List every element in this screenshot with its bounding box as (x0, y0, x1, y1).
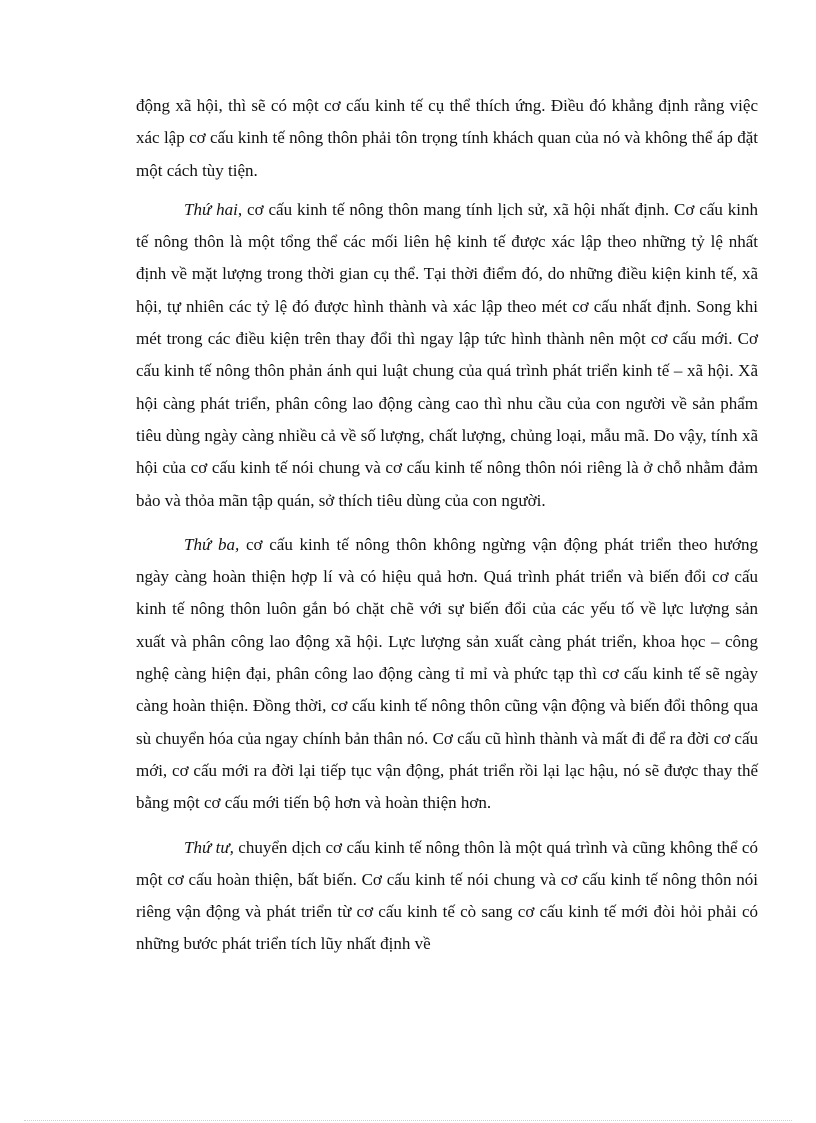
paragraph-lead-italic: Thứ ba, (184, 534, 240, 554)
page-bottom-rule (24, 1120, 792, 1121)
paragraph-continuation (136, 90, 758, 187)
paragraph-text: , cơ cấu kinh tế nông thôn mang tính lịch sử, xã hội nhất định. Cơ cấu kinh tế nông thôn là một tổng thể các mối liên hệ kinh tế được xác lập theo những tỷ lệ nhất định về mặt lượng trong thời gian cụ thể. Tại thời điểm đó, do những điều kiện kinh tế, xã hội, tự nhiên các tỷ lệ đó được hình thành và xác lập theo mét cơ cấu nhất định. Song khi mét trong các điều kiện trên thay đổi thì ngay lập tức hình thành nên một cơ cấu mới. Cơ cấu kinh tế nông thôn phản ánh qui luật chung của quá trình phát triển kinh tế – xã hội. Xã hội càng phát triển, phân công lao động càng cao thì nhu cầu của con người về sản phẩm tiêu dùng ngày càng nhiều cả về số lượng, chất lượng, chủng loại, mẫu mã. Do vậy, tính xã hội của cơ cấu kinh tế nói chung và cơ cấu kinh tế nông thôn nói riêng là ở chỗ nhằm đảm bảo và thỏa mãn tập quán, sở thích tiêu dùng của con người. (136, 199, 759, 510)
paragraph-text: động xã hội, thì sẽ có một cơ cấu kinh tế cụ thể thích ứng. Điều đó khẳng định rằng việc xác lập cơ cấu kinh tế nông thôn phải tôn trọng tính khách quan của nó và không thể áp đặt một cách tùy tiện. (136, 96, 758, 180)
paragraph-text: chuyển dịch cơ cấu kinh tế nông thôn là một quá trình và cũng không thể có một cơ cấu hoàn thiện, bất biến. Cơ cấu kinh tế nói chung và cơ cấu kinh tế nông thôn nói riêng vận động và phát triển từ cơ cấu kinh tế cò sang cơ cấu kinh tế mới đòi hỏi phải có những bước phát triển tích lũy nhất định về (136, 837, 758, 954)
paragraph-thu-hai (136, 194, 758, 517)
paragraph-thu-tu (136, 832, 758, 961)
paragraph-thu-ba (136, 529, 758, 820)
paragraph-text: cơ cấu kinh tế nông thôn không ngừng vận động phát triển theo hướng ngày càng hoàn thiện hợp lí và có hiệu quả hơn. Quá trình phát triển và biến đổi cơ cấu kinh tế nông thôn luôn gắn bó chặt chẽ với sự biến đổi của các yếu tố về lực lượng sản xuất và phân công lao động xã hội. Lực lượng sản xuất càng phát triển, khoa học – công nghệ càng hiện đại, phân công lao động càng tỉ mỉ và phức tạp thì cơ cấu kinh tế sẽ ngày càng hoàn thiện. Đồng thời, cơ cấu kinh tế nông thôn cũng vận động và biến đổi thông qua sù chuyển hóa của ngay chính bản thân nó. Cơ cấu cũ hình thành và mất đi để ra đời cơ cấu mới, cơ cấu mới ra đời lại tiếp tục vận động, phát triển rồi lại lạc hậu, nó sẽ được thay thế bằng một cơ cấu mới tiến bộ hơn và hoàn thiện hơn. (136, 534, 758, 813)
paragraph-lead-italic: Thứ hai (184, 199, 238, 219)
body-text (136, 90, 758, 961)
paragraph-lead-italic: Thứ tư, (184, 837, 234, 857)
